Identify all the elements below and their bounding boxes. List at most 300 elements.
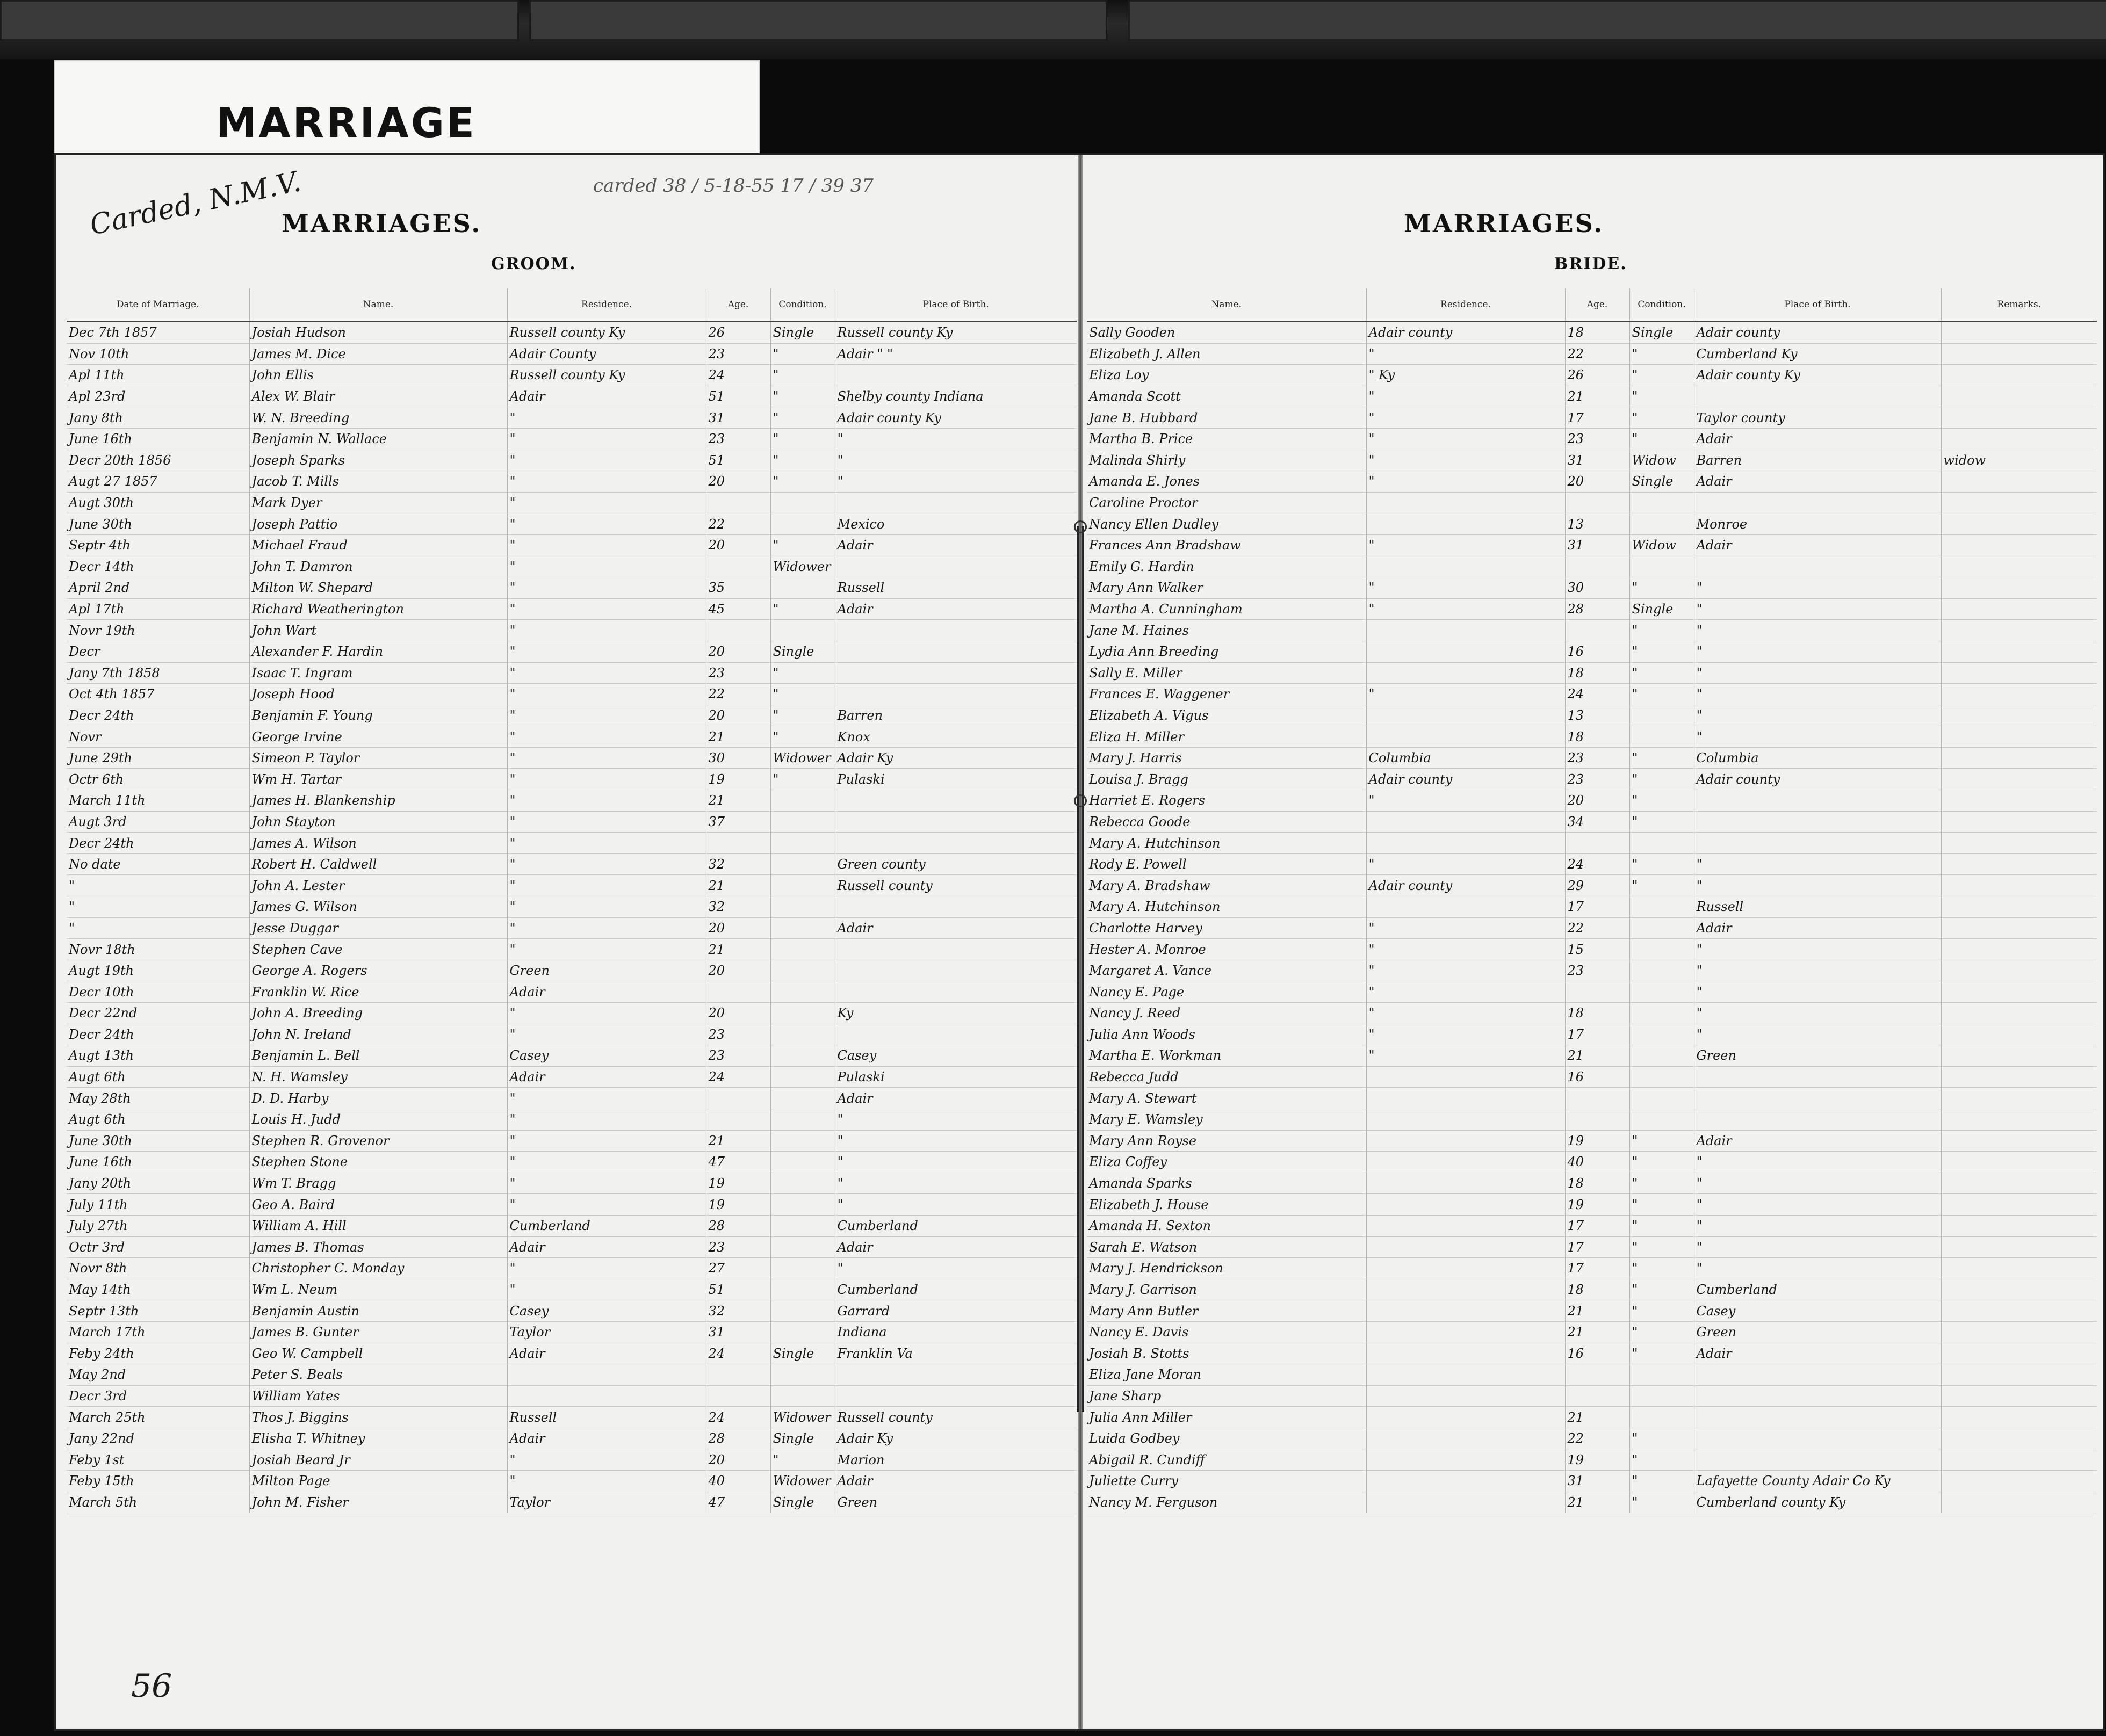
bride-residence-cell: ": [1366, 684, 1565, 705]
marriage-date-cell: Decr 3rd: [67, 1385, 249, 1407]
bride-row: [1087, 620, 2097, 641]
groom-condition-cell: Widower: [770, 1471, 835, 1492]
bride-row: [1087, 1407, 2097, 1428]
groom-birthplace-cell: Adair: [835, 1471, 1077, 1492]
bride-age-cell: 13: [1565, 705, 1629, 726]
remarks-cell: [1941, 811, 2097, 833]
groom-residence-cell: ": [507, 1173, 706, 1194]
groom-age-cell: 32: [706, 853, 770, 875]
bride-condition-cell: Widow: [1629, 534, 1694, 556]
bride-residence-cell: Adair county: [1366, 322, 1565, 344]
groom-condition-cell: [770, 1385, 835, 1407]
groom-residence-cell: Adair: [507, 1428, 706, 1449]
marriage-date-cell: Feby 24th: [67, 1343, 249, 1364]
remarks-cell: [1941, 1130, 2097, 1152]
groom-age-cell: 20: [706, 534, 770, 556]
bride-age-cell: 26: [1565, 365, 1629, 386]
groom-age-cell: 19: [706, 769, 770, 790]
groom-row: [67, 981, 1077, 1003]
groom-birthplace-cell: Pulaski: [835, 769, 1077, 790]
groom-birthplace-cell: Pulaski: [835, 1066, 1077, 1088]
bride-residence-cell: Adair county: [1366, 875, 1565, 896]
groom-condition-cell: ": [770, 726, 835, 748]
bride-row: [1087, 790, 2097, 812]
bride-residence-cell: [1366, 1152, 1565, 1173]
groom-residence-cell: ": [507, 833, 706, 854]
groom-row: [67, 641, 1077, 662]
marriage-date-cell: No date: [67, 853, 249, 875]
bride-condition-cell: ": [1629, 1279, 1694, 1300]
groom-age-cell: [706, 556, 770, 577]
remarks-cell: [1941, 1385, 2097, 1407]
bride-residence-cell: ": [1366, 917, 1565, 939]
groom-name-cell: William A. Hill: [249, 1215, 507, 1236]
bride-name-cell: Nancy M. Ferguson: [1087, 1492, 1366, 1513]
marriage-date-cell: Decr 10th: [67, 981, 249, 1003]
bride-birthplace-cell: ": [1694, 1152, 1941, 1173]
bride-age-cell: 30: [1565, 577, 1629, 599]
bride-condition-cell: [1629, 1407, 1694, 1428]
groom-name-cell: Stephen Cave: [249, 939, 507, 960]
groom-residence-cell: Adair: [507, 981, 706, 1003]
bride-condition-cell: [1629, 1088, 1694, 1109]
groom-age-cell: [706, 620, 770, 641]
groom-birthplace-cell: [835, 1385, 1077, 1407]
bride-residence-cell: [1366, 1130, 1565, 1152]
marriage-date-cell: Octr 6th: [67, 769, 249, 790]
groom-birthplace-cell: Adair: [835, 917, 1077, 939]
bride-name-cell: Mary A. Hutchinson: [1087, 833, 1366, 854]
remarks-cell: [1941, 1279, 2097, 1300]
bride-row: [1087, 1343, 2097, 1364]
groom-name-cell: Franklin W. Rice: [249, 981, 507, 1003]
groom-birthplace-cell: Casey: [835, 1045, 1077, 1067]
groom-residence-cell: ": [507, 662, 706, 684]
groom-birthplace-cell: [835, 492, 1077, 513]
bride-name-cell: Mary J. Garrison: [1087, 1279, 1366, 1300]
groom-condition-cell: [770, 1321, 835, 1343]
groom-name-cell: Jacob T. Mills: [249, 471, 507, 493]
marriage-date-cell: May 14th: [67, 1279, 249, 1300]
groom-residence-cell: ": [507, 450, 706, 471]
bride-condition-cell: ": [1629, 641, 1694, 662]
bride-birthplace-cell: [1694, 790, 1941, 812]
bride-age-cell: 18: [1565, 1279, 1629, 1300]
remarks-cell: [1941, 407, 2097, 429]
groom-name-cell: Benjamin Austin: [249, 1300, 507, 1322]
bride-row: [1087, 1109, 2097, 1130]
groom-age-cell: 21: [706, 939, 770, 960]
groom-condition-cell: ": [770, 705, 835, 726]
bride-birthplace-cell: ": [1694, 577, 1941, 599]
bride-age-cell: 21: [1565, 1492, 1629, 1513]
bride-name-cell: Charlotte Harvey: [1087, 917, 1366, 939]
bride-name-cell: Jane M. Haines: [1087, 620, 1366, 641]
groom-row: [67, 747, 1077, 769]
bride-row: [1087, 1088, 2097, 1109]
groom-age-cell: 23: [706, 1236, 770, 1258]
groom-condition-cell: [770, 1130, 835, 1152]
bride-birthplace-cell: [1694, 1385, 1941, 1407]
bride-age-cell: 23: [1565, 960, 1629, 981]
groom-name-cell: James B. Gunter: [249, 1321, 507, 1343]
bride-name-cell: Martha A. Cunningham: [1087, 598, 1366, 620]
groom-row: [67, 534, 1077, 556]
groom-birthplace-cell: ": [835, 1109, 1077, 1130]
groom-age-cell: 31: [706, 1321, 770, 1343]
bride-row: [1087, 1045, 2097, 1067]
left-page: [56, 155, 1079, 1729]
bride-residence-cell: [1366, 1215, 1565, 1236]
bride-condition-cell: Single: [1629, 471, 1694, 493]
groom-residence-cell: ": [507, 1003, 706, 1024]
groom-age-cell: 19: [706, 1173, 770, 1194]
bride-age-cell: 16: [1565, 1343, 1629, 1364]
groom-name-cell: William Yates: [249, 1385, 507, 1407]
marriage-date-cell: May 28th: [67, 1088, 249, 1109]
groom-birthplace-cell: Green county: [835, 853, 1077, 875]
bride-condition-cell: ": [1629, 1428, 1694, 1449]
groom-name-cell: Wm L. Neum: [249, 1279, 507, 1300]
groom-birthplace-cell: Marion: [835, 1449, 1077, 1471]
groom-residence-cell: ": [507, 1258, 706, 1279]
groom-row: [67, 875, 1077, 896]
groom-birthplace-cell: Adair: [835, 598, 1077, 620]
groom-condition-cell: [770, 1279, 835, 1300]
groom-name-cell: Benjamin L. Bell: [249, 1045, 507, 1067]
bride-name-cell: Amanda Scott: [1087, 386, 1366, 407]
bride-name-cell: Amanda E. Jones: [1087, 471, 1366, 493]
groom-age-cell: 30: [706, 747, 770, 769]
bride-age-cell: 20: [1565, 471, 1629, 493]
groom-age-cell: [706, 1109, 770, 1130]
marriage-date-cell: Augt 30th: [67, 492, 249, 513]
groom-row: [67, 513, 1077, 535]
groom-condition-cell: [770, 1066, 835, 1088]
bride-row: [1087, 1471, 2097, 1492]
groom-residence-cell: ": [507, 684, 706, 705]
bride-birthplace-cell: Casey: [1694, 1300, 1941, 1322]
bride-residence-cell: ": [1366, 1003, 1565, 1024]
groom-row: [67, 684, 1077, 705]
page-number: 56: [131, 1667, 172, 1705]
bride-residence-cell: [1366, 1194, 1565, 1216]
bride-condition-cell: [1629, 705, 1694, 726]
bride-birthplace-cell: ": [1694, 939, 1941, 960]
bride-row: [1087, 960, 2097, 981]
groom-row: [67, 386, 1077, 407]
bride-name-cell: Eliza H. Miller: [1087, 726, 1366, 748]
bride-condition-cell: ": [1629, 407, 1694, 429]
col-groom-condition: Condition.: [770, 288, 835, 322]
bride-row: [1087, 705, 2097, 726]
bride-residence-cell: [1366, 705, 1565, 726]
groom-age-cell: 26: [706, 322, 770, 344]
groom-birthplace-cell: ": [835, 1258, 1077, 1279]
groom-residence-cell: ": [507, 1152, 706, 1173]
bride-row: [1087, 386, 2097, 407]
groom-condition-cell: [770, 1003, 835, 1024]
groom-name-cell: Robert H. Caldwell: [249, 853, 507, 875]
groom-age-cell: 21: [706, 1130, 770, 1152]
marriage-date-cell: Decr 24th: [67, 1024, 249, 1045]
marriage-date-cell: Decr: [67, 641, 249, 662]
groom-age-cell: 31: [706, 407, 770, 429]
groom-row: [67, 1449, 1077, 1471]
bride-birthplace-cell: ": [1694, 875, 1941, 896]
bride-residence-cell: [1366, 1300, 1565, 1322]
remarks-cell: [1941, 513, 2097, 535]
bride-name-cell: Jane Sharp: [1087, 1385, 1366, 1407]
groom-residence-cell: ": [507, 939, 706, 960]
groom-condition-cell: ": [770, 428, 835, 450]
groom-age-cell: [706, 1088, 770, 1109]
groom-condition-cell: [770, 577, 835, 599]
groom-residence-cell: Adair: [507, 1066, 706, 1088]
marriage-date-cell: Jany 22nd: [67, 1428, 249, 1449]
bride-name-cell: Rebecca Goode: [1087, 811, 1366, 833]
groom-age-cell: 51: [706, 386, 770, 407]
groom-condition-cell: [770, 1236, 835, 1258]
groom-birthplace-cell: Adair county Ky: [835, 407, 1077, 429]
bride-name-cell: Nancy E. Page: [1087, 981, 1366, 1003]
groom-residence-cell: ": [507, 853, 706, 875]
bride-row: [1087, 641, 2097, 662]
bride-residence-cell: [1366, 1449, 1565, 1471]
marriage-date-cell: June 30th: [67, 513, 249, 535]
groom-condition-cell: [770, 1152, 835, 1173]
bride-row: [1087, 407, 2097, 429]
bride-condition-cell: ": [1629, 1300, 1694, 1322]
bride-residence-cell: ": [1366, 471, 1565, 493]
groom-row: [67, 556, 1077, 577]
groom-condition-cell: [770, 939, 835, 960]
bride-row: [1087, 811, 2097, 833]
groom-row: [67, 1152, 1077, 1173]
bride-condition-cell: ": [1629, 1321, 1694, 1343]
remarks-cell: [1941, 556, 2097, 577]
groom-row: [67, 1173, 1077, 1194]
groom-residence-cell: [507, 1364, 706, 1386]
bride-table: [1087, 288, 2097, 1513]
binding-thread: [1077, 526, 1084, 1412]
bride-row: [1087, 853, 2097, 875]
bride-age-cell: 18: [1565, 726, 1629, 748]
groom-residence-cell: Russell: [507, 1407, 706, 1428]
groom-name-cell: John Wart: [249, 620, 507, 641]
groom-row: [67, 1492, 1077, 1513]
groom-birthplace-cell: Ky: [835, 1003, 1077, 1024]
bride-age-cell: 21: [1565, 1321, 1629, 1343]
bride-condition-cell: [1629, 960, 1694, 981]
groom-residence-cell: ": [507, 641, 706, 662]
bride-condition-cell: ": [1629, 1258, 1694, 1279]
groom-age-cell: 47: [706, 1492, 770, 1513]
groom-birthplace-cell: Garrard: [835, 1300, 1077, 1322]
groom-condition-cell: [770, 811, 835, 833]
bride-birthplace-cell: ": [1694, 1194, 1941, 1216]
scan-edge-mid: [529, 0, 1107, 41]
bride-condition-cell: ": [1629, 1471, 1694, 1492]
bride-name-cell: Hester A. Monroe: [1087, 939, 1366, 960]
groom-name-cell: John T. Damron: [249, 556, 507, 577]
groom-condition-cell: [770, 853, 835, 875]
remarks-cell: [1941, 471, 2097, 493]
groom-condition-cell: [770, 981, 835, 1003]
bride-age-cell: 22: [1565, 917, 1629, 939]
groom-row: [67, 620, 1077, 641]
marriage-date-cell: July 11th: [67, 1194, 249, 1216]
bride-birthplace-cell: [1694, 833, 1941, 854]
remarks-cell: [1941, 386, 2097, 407]
groom-row: [67, 407, 1077, 429]
bride-age-cell: 19: [1565, 1449, 1629, 1471]
groom-birthplace-cell: Russell county Ky: [835, 322, 1077, 344]
right-page: [1079, 155, 2105, 1729]
groom-name-cell: Alex W. Blair: [249, 386, 507, 407]
bride-birthplace-cell: ": [1694, 641, 1941, 662]
bride-age-cell: 23: [1565, 428, 1629, 450]
groom-row: [67, 471, 1077, 493]
bride-age-cell: 23: [1565, 747, 1629, 769]
bride-age-cell: [1565, 981, 1629, 1003]
bride-age-cell: 31: [1565, 450, 1629, 471]
bride-row: [1087, 1024, 2097, 1045]
bride-residence-cell: [1366, 556, 1565, 577]
bride-name-cell: Elizabeth J. House: [1087, 1194, 1366, 1216]
bride-birthplace-cell: ": [1694, 726, 1941, 748]
groom-residence-cell: [507, 1385, 706, 1407]
groom-name-cell: George Irvine: [249, 726, 507, 748]
groom-residence-cell: ": [507, 513, 706, 535]
groom-birthplace-cell: ": [835, 471, 1077, 493]
marriage-date-cell: Novr 8th: [67, 1258, 249, 1279]
groom-residence-cell: Adair: [507, 1236, 706, 1258]
groom-condition-cell: [770, 896, 835, 918]
bride-birthplace-cell: ": [1694, 598, 1941, 620]
bride-age-cell: 13: [1565, 513, 1629, 535]
groom-row: [67, 450, 1077, 471]
groom-row: [67, 1215, 1077, 1236]
bride-row: [1087, 1258, 2097, 1279]
col-bride-residence: Residence.: [1366, 288, 1565, 322]
bride-row: [1087, 1066, 2097, 1088]
bride-row: [1087, 450, 2097, 471]
remarks-cell: [1941, 322, 2097, 344]
marriage-date-cell: March 11th: [67, 790, 249, 812]
bride-name-cell: Frances E. Waggener: [1087, 684, 1366, 705]
groom-name-cell: Mark Dyer: [249, 492, 507, 513]
bride-row: [1087, 1321, 2097, 1343]
marriage-date-cell: Decr 22nd: [67, 1003, 249, 1024]
bride-condition-cell: ": [1629, 684, 1694, 705]
bride-residence-cell: ": [1366, 450, 1565, 471]
groom-residence-cell: ": [507, 790, 706, 812]
groom-age-cell: [706, 833, 770, 854]
bride-residence-cell: [1366, 833, 1565, 854]
marriage-date-cell: April 2nd: [67, 577, 249, 599]
bride-name-cell: Jane B. Hubbard: [1087, 407, 1366, 429]
bride-residence-cell: [1366, 1321, 1565, 1343]
groom-age-cell: 21: [706, 790, 770, 812]
remarks-cell: [1941, 1215, 2097, 1236]
bride-row: [1087, 492, 2097, 513]
groom-name-cell: W. N. Breeding: [249, 407, 507, 429]
bride-condition-cell: [1629, 833, 1694, 854]
bride-condition-cell: [1629, 939, 1694, 960]
groom-residence-cell: ": [507, 1194, 706, 1216]
groom-birthplace-cell: [835, 811, 1077, 833]
remarks-cell: [1941, 1343, 2097, 1364]
bride-name-cell: Julia Ann Miller: [1087, 1407, 1366, 1428]
bride-birthplace-cell: ": [1694, 1024, 1941, 1045]
groom-condition-cell: [770, 492, 835, 513]
groom-condition-cell: [770, 1300, 835, 1322]
bride-residence-cell: [1366, 1471, 1565, 1492]
bride-row: [1087, 1003, 2097, 1024]
groom-age-cell: 51: [706, 1279, 770, 1300]
groom-birthplace-cell: ": [835, 1130, 1077, 1152]
bride-age-cell: [1565, 620, 1629, 641]
groom-name-cell: Christopher C. Monday: [249, 1258, 507, 1279]
groom-table: [67, 288, 1077, 1513]
bride-age-cell: 17: [1565, 896, 1629, 918]
groom-birthplace-cell: Russell county: [835, 1407, 1077, 1428]
bride-age-cell: [1565, 1088, 1629, 1109]
marriage-date-cell: Augt 19th: [67, 960, 249, 981]
groom-section-title: GROOM.: [491, 255, 576, 273]
remarks-cell: [1941, 534, 2097, 556]
remarks-cell: [1941, 1449, 2097, 1471]
bride-name-cell: Elizabeth A. Vigus: [1087, 705, 1366, 726]
groom-condition-cell: Single: [770, 641, 835, 662]
groom-condition-cell: ": [770, 450, 835, 471]
bride-age-cell: [1565, 492, 1629, 513]
bride-age-cell: 18: [1565, 1173, 1629, 1194]
bride-name-cell: Eliza Loy: [1087, 365, 1366, 386]
bride-birthplace-cell: Adair: [1694, 471, 1941, 493]
bride-condition-cell: [1629, 1385, 1694, 1407]
groom-birthplace-cell: Franklin Va: [835, 1343, 1077, 1364]
groom-birthplace-cell: [835, 1024, 1077, 1045]
bride-row: [1087, 1152, 2097, 1173]
groom-condition-cell: [770, 917, 835, 939]
groom-age-cell: 32: [706, 896, 770, 918]
bride-row: [1087, 471, 2097, 493]
groom-age-cell: 20: [706, 471, 770, 493]
bride-row: [1087, 1130, 2097, 1152]
groom-condition-cell: [770, 833, 835, 854]
remarks-cell: [1941, 1109, 2097, 1130]
groom-residence-cell: Adair: [507, 386, 706, 407]
marriage-date-cell: June 16th: [67, 428, 249, 450]
bride-birthplace-cell: [1694, 386, 1941, 407]
groom-birthplace-cell: ": [835, 450, 1077, 471]
groom-condition-cell: ": [770, 769, 835, 790]
groom-age-cell: 20: [706, 917, 770, 939]
groom-row: [67, 1471, 1077, 1492]
bride-age-cell: 31: [1565, 1471, 1629, 1492]
remarks-cell: [1941, 790, 2097, 812]
groom-row: [67, 322, 1077, 344]
remarks-cell: [1941, 662, 2097, 684]
groom-condition-cell: [770, 1364, 835, 1386]
marriage-date-cell: Nov 10th: [67, 343, 249, 365]
bride-condition-cell: [1629, 896, 1694, 918]
groom-row: [67, 833, 1077, 854]
bride-birthplace-cell: Monroe: [1694, 513, 1941, 535]
bride-residence-cell: [1366, 1066, 1565, 1088]
